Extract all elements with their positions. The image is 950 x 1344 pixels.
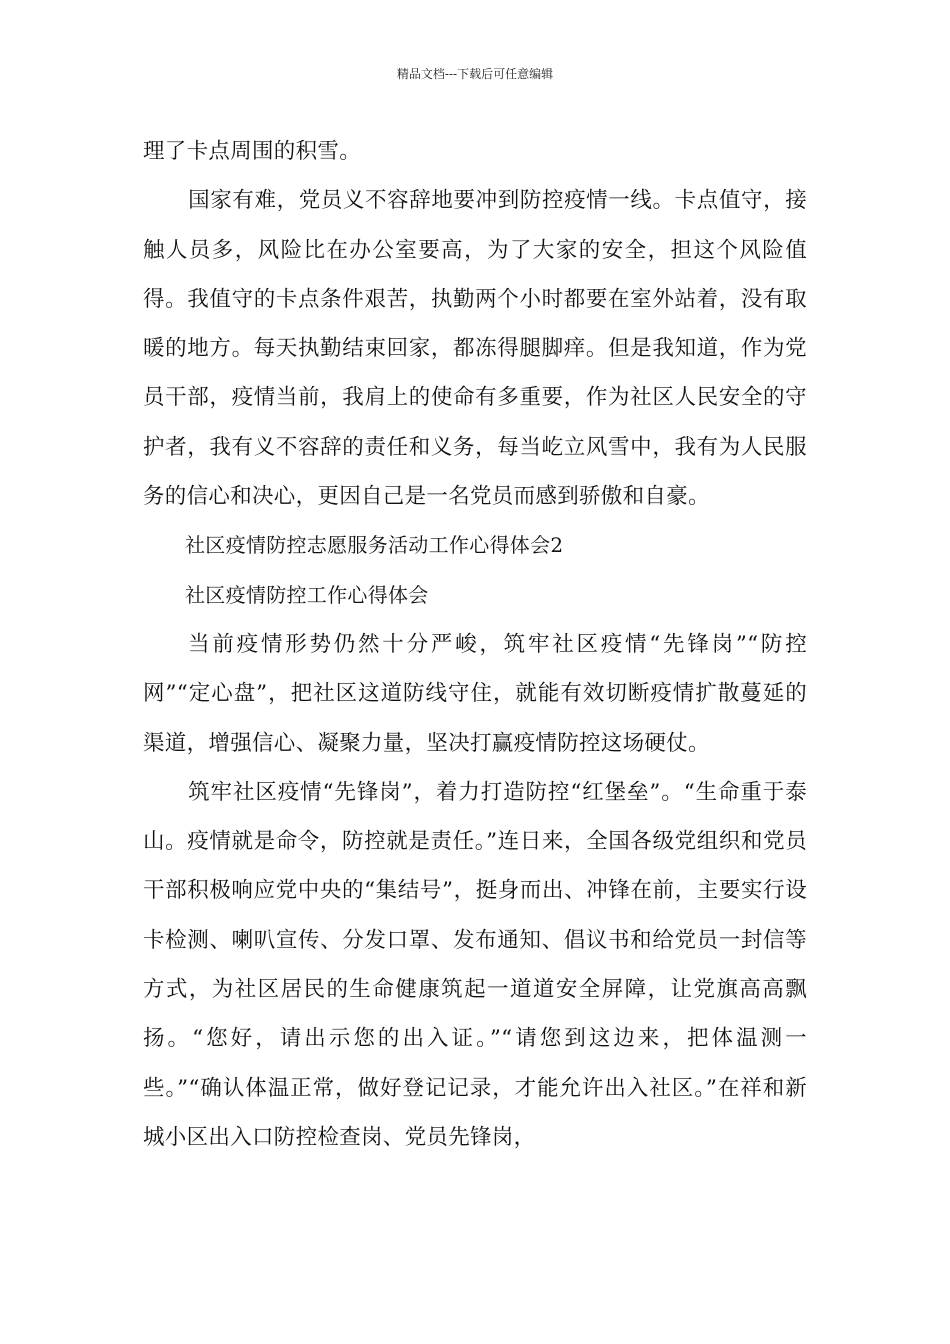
- section-heading-2: 社区疫情防控志愿服务活动工作心得体会2: [185, 533, 564, 558]
- paragraph-continuation: 理了卡点周围的积雪。: [143, 139, 362, 164]
- paragraph-vanguard-post: 筑牢社区疫情“先锋岗”，着力打造防控“红堡垒”。“生命重于泰山。疫情就是命令，防控就是责任。”连日来，全国各级党组织和党员干部积极响应党中央的“集结号”，挺身而出、冲锋在前，主要实行设卡检测、喇叭宣传、分发口罩、发布通知、倡议书和给党员一封信等方式，为社区居民的生命健康筑起一道道安全屏障，让党旗高高飘扬。“您好，请出示您的出入证。”“请您到这边来，把体温测一些。”“确认体温正常，做好登记记录，才能允许出入社区。”在祥和新城小区出入口防控检查岗、党员先锋岗，: [143, 779, 807, 1150]
- section-subheading: 社区疫情防控工作心得体会: [185, 582, 429, 607]
- paragraph-situation: 当前疫情形势仍然十分严峻，筑牢社区疫情“先锋岗”“防控网”“定心盘”，把社区这道防线守住，就能有效切断疫情扩散蔓延的渠道，增强信心、凝聚力量，坚决打赢疫情防控这场硬仗。: [143, 631, 807, 756]
- paragraph-party-duty: 国家有难，党员义不容辞地要冲到防控疫情一线。卡点值守，接触人员多，风险比在办公室要高，为了大家的安全，担这个风险值得。我值守的卡点条件艰苦，执勤两个小时都要在室外站着，没有取暖的地方。每天执勤结束回家，都冻得腿脚痒。但是我知道，作为党员干部，疫情当前，我肩上的使命有多重要，作为社区人民安全的守护者，我有义不容辞的责任和义务，每当屹立风雪中，我有为人民服务的信心和决心，更因自己是一名党员而感到骄傲和自豪。: [143, 188, 807, 510]
- document-body: [143, 127, 807, 1162]
- page-header: 精品文档---下载后可任意编辑: [396, 67, 554, 81]
